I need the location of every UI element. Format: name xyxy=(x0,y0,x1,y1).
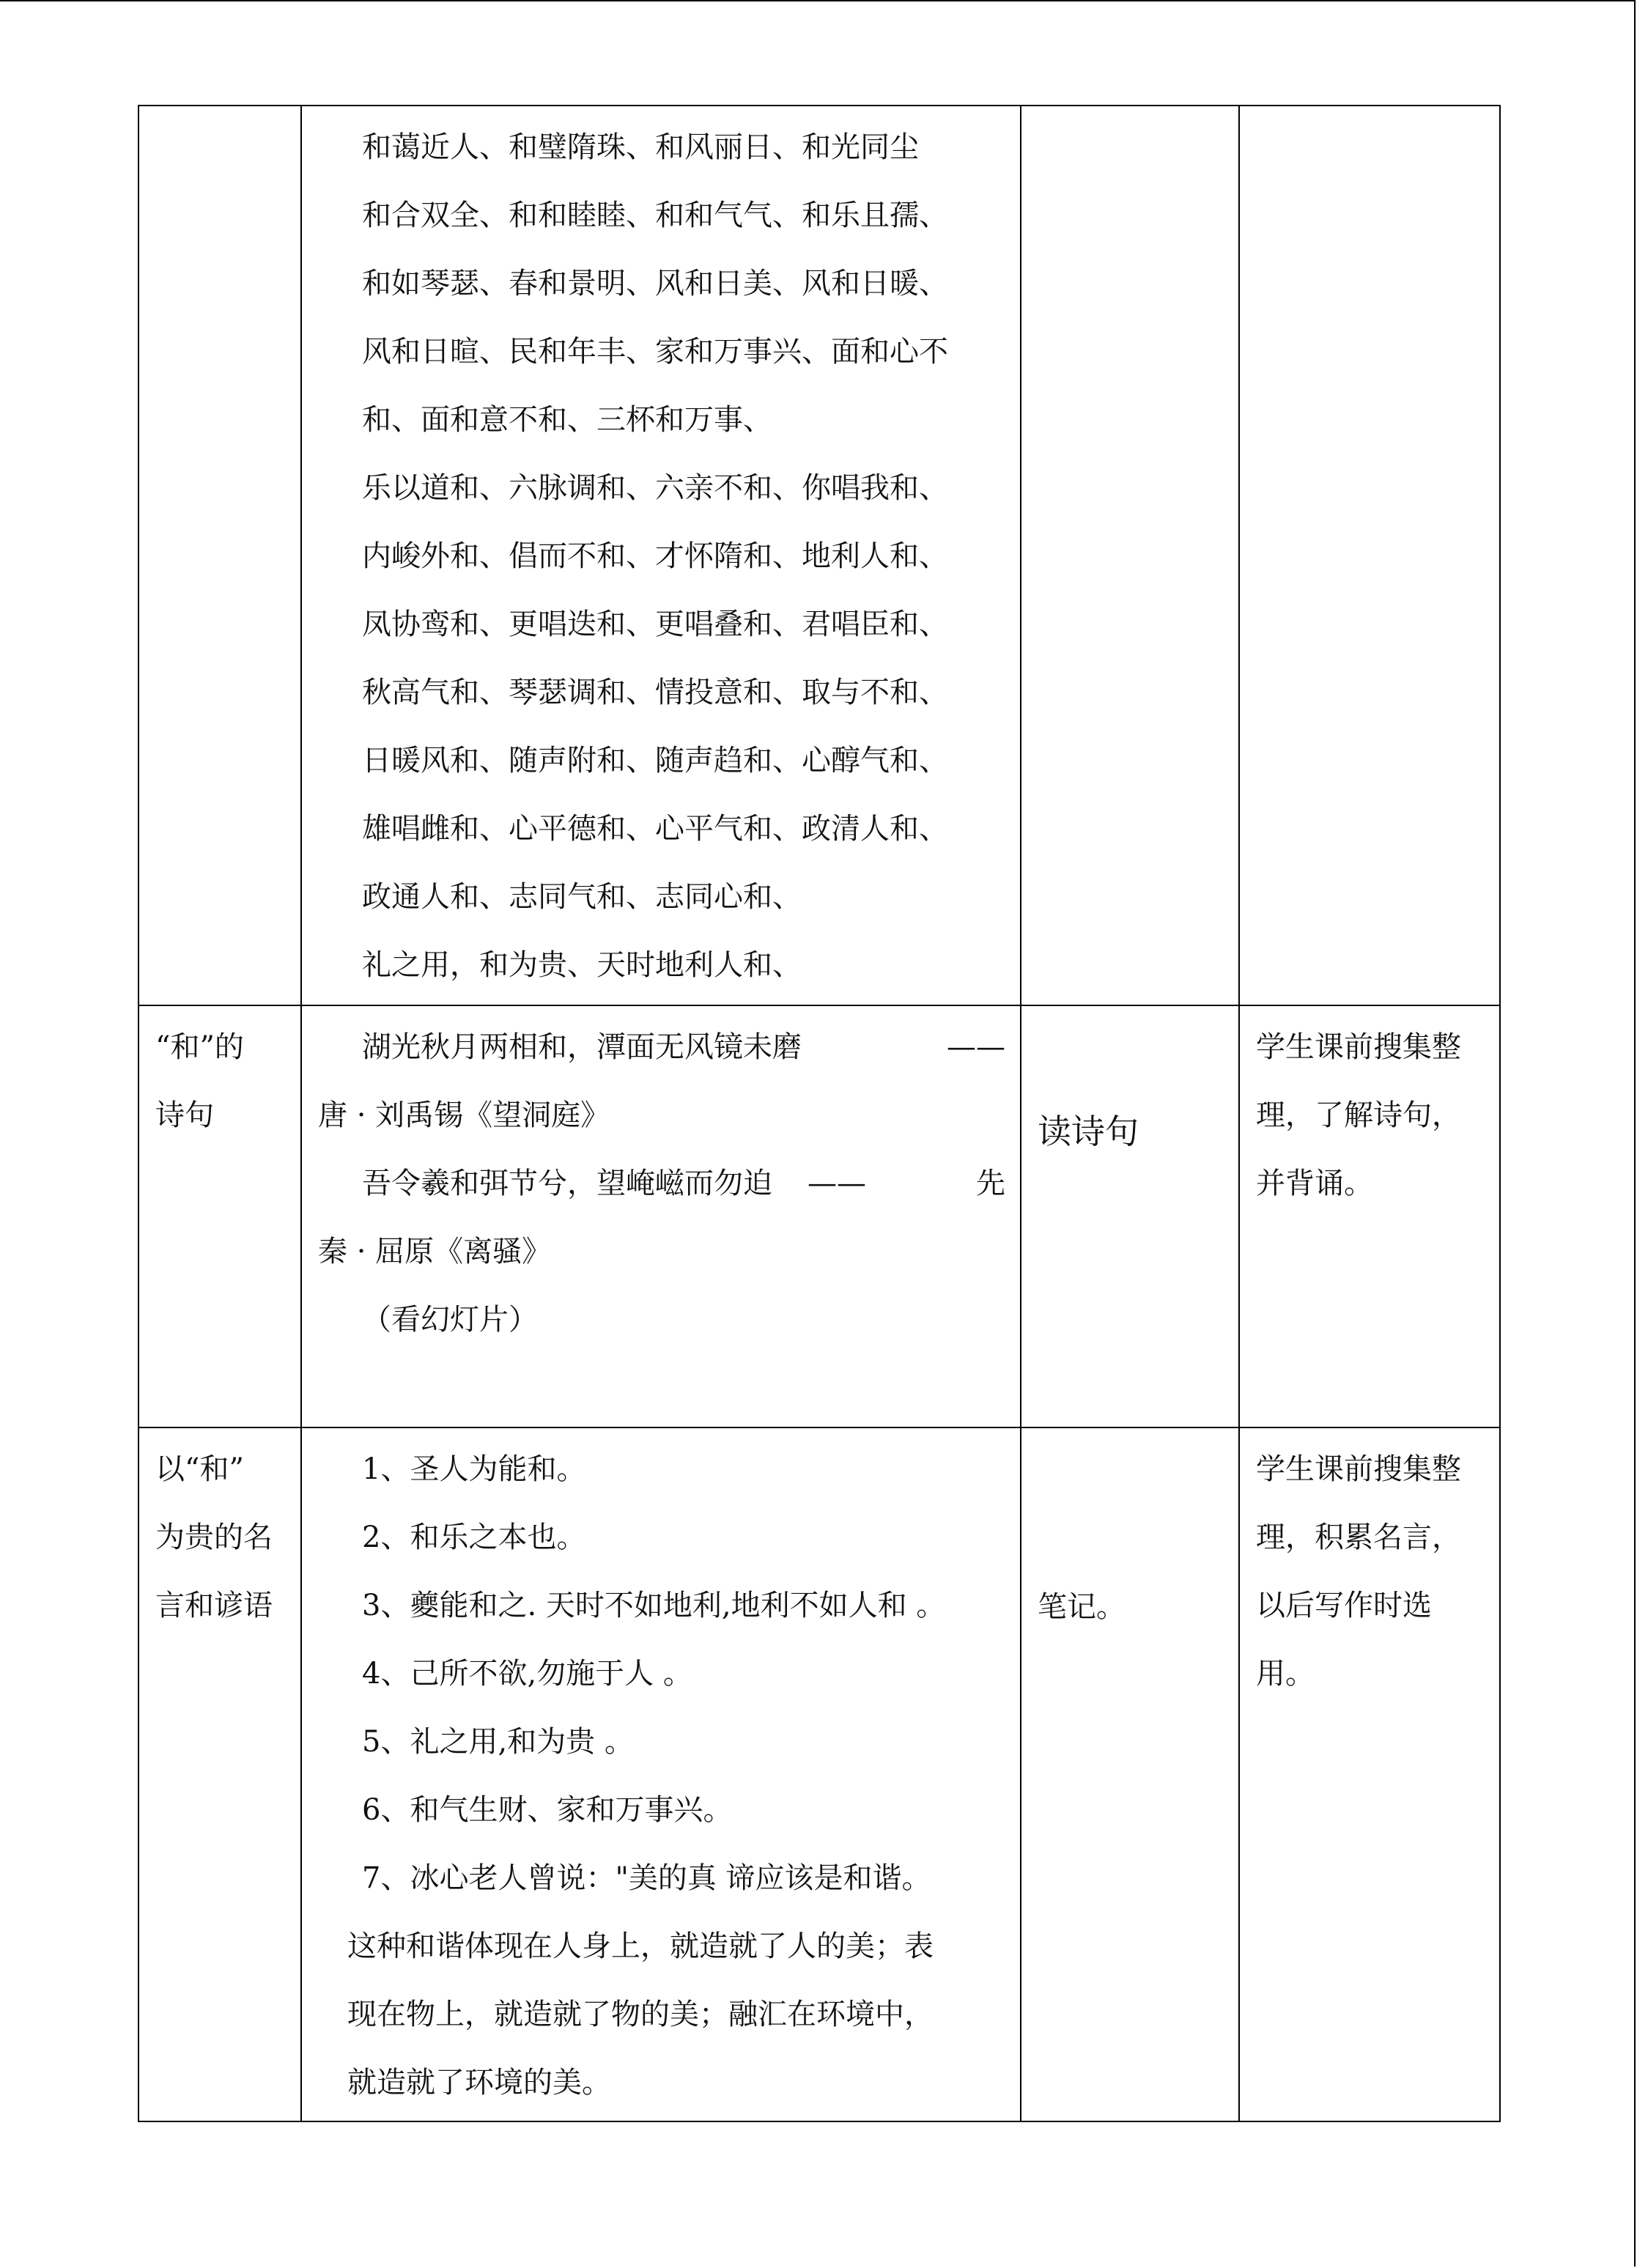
poems-topic-cell xyxy=(138,1005,301,1427)
poem-2-dash: —— xyxy=(808,1167,866,1200)
poem-1-source: 唐 · 刘禹锡《望洞庭》 xyxy=(318,1098,610,1132)
quotes-method: 笔记。 xyxy=(1038,1590,1126,1624)
idioms-content-cell xyxy=(301,106,1021,1005)
idiom-line: 和合双全、和和睦睦、和和气气、和乐且孺、 xyxy=(362,199,948,232)
poems-row xyxy=(138,1005,1500,1427)
poem-1-dash: —— xyxy=(947,1030,1005,1064)
quotes-purpose-cell xyxy=(1239,1427,1500,2121)
quotes-title-line: 为贵的名 xyxy=(155,1521,273,1554)
poems-method: 读诗句 xyxy=(1038,1112,1139,1151)
poem-2 xyxy=(318,1150,1005,1218)
quotes-topic-cell xyxy=(138,1427,301,2121)
quote-continuation: 现在物上，就造就了物的美；融汇在环境中， xyxy=(347,1998,934,2031)
poems-method-cell xyxy=(1021,1005,1239,1427)
idioms-purpose-cell xyxy=(1239,106,1500,1005)
idiom-line: 雄唱雌和、心平德和、心平气和、政清人和、 xyxy=(362,812,948,846)
poems-purpose-line: 并背诵。 xyxy=(1256,1167,1373,1200)
quote-item: 6、和气生财、家和万事兴。 xyxy=(362,1793,733,1827)
quotes-purpose-line: 学生课前搜集整 xyxy=(1256,1452,1461,1486)
lesson-table xyxy=(138,105,1501,2122)
quote-continuation: 就造就了环境的美。 xyxy=(347,2066,611,2099)
poem-2-text: 吾令羲和弭节兮，望崦嵫而勿迫 xyxy=(362,1167,772,1200)
idiom-line: 乐以道和、六脉调和、六亲不和、你唱我和、 xyxy=(362,471,948,505)
quote-item: 1、圣人为能和。 xyxy=(362,1452,586,1486)
idiom-line: 内峻外和、倡而不和、才怀隋和、地利人和、 xyxy=(362,539,948,573)
quotes-row xyxy=(138,1427,1500,2121)
idiom-line: 日暖风和、随声附和、随声趋和、心醇气和、 xyxy=(362,744,948,777)
quotes-purpose-line: 用。 xyxy=(1256,1657,1315,1691)
poem-1 xyxy=(318,1013,1005,1082)
poem-2-source: 秦 · 屈原《离骚》 xyxy=(318,1235,552,1268)
poem-1-text: 湖光秋月两相和，潭面无风镜未磨 xyxy=(362,1030,802,1064)
quote-item: 4、己所不欲,勿施于人 。 xyxy=(362,1657,692,1691)
idiom-line: 和蔼近人、和璧隋珠、和风丽日、和光同尘 xyxy=(362,130,919,164)
idiom-line: 政通人和、志同气和、志同心和、 xyxy=(362,880,802,914)
quote-continuation: 这种和谐体现在人身上，就造就了人的美；表 xyxy=(347,1929,934,1963)
poems-content-cell xyxy=(301,1005,1021,1427)
idiom-line: 凤协鸾和、更唱迭和、更唱叠和、君唱臣和、 xyxy=(362,607,948,641)
quotes-title-line: 言和谚语 xyxy=(155,1589,273,1622)
quote-item: 3、夔能和之. 天时不如地利,地利不如人和 。 xyxy=(362,1589,946,1622)
poems-purpose-cell xyxy=(1239,1005,1500,1427)
quote-item: 2、和乐之本也。 xyxy=(362,1521,586,1554)
quotes-purpose-line: 以后写作时选 xyxy=(1256,1589,1432,1622)
idiom-line: 秋高气和、琴瑟调和、情投意和、取与不和、 xyxy=(362,676,948,709)
quotes-content-cell xyxy=(301,1427,1021,2121)
idioms-row xyxy=(138,106,1500,1005)
idiom-line: 和、面和意不和、三杯和万事、 xyxy=(362,403,772,437)
idiom-line: 和如琴瑟、春和景明、风和日美、风和日暖、 xyxy=(362,267,948,300)
idioms-topic-cell xyxy=(138,106,301,1005)
idioms-method-cell xyxy=(1021,106,1239,1005)
idiom-line: 礼之用，和为贵、天时地利人和、 xyxy=(362,948,802,982)
poem-2-tail: 先 xyxy=(976,1167,1005,1200)
quotes-purpose-line: 理，积累名言， xyxy=(1256,1521,1461,1554)
poems-purpose-line: 理，了解诗句， xyxy=(1256,1098,1461,1132)
poems-title-line: “和”的 xyxy=(155,1030,244,1064)
poems-title-line: 诗句 xyxy=(155,1098,214,1132)
poems-note: （看幻灯片） xyxy=(362,1303,538,1337)
quote-item: 7、冰心老人曾说："美的真 谛应该是和谐。 xyxy=(362,1861,931,1895)
quotes-title-line: 以“和” xyxy=(155,1452,244,1486)
idiom-line: 风和日暄、民和年丰、家和万事兴、面和心不 xyxy=(362,335,948,369)
quote-item: 5、礼之用,和为贵 。 xyxy=(362,1725,634,1759)
poems-purpose-line: 学生课前搜集整 xyxy=(1256,1030,1461,1064)
quotes-method-cell xyxy=(1021,1427,1239,2121)
poem-2-tail-group xyxy=(808,1150,1005,1218)
